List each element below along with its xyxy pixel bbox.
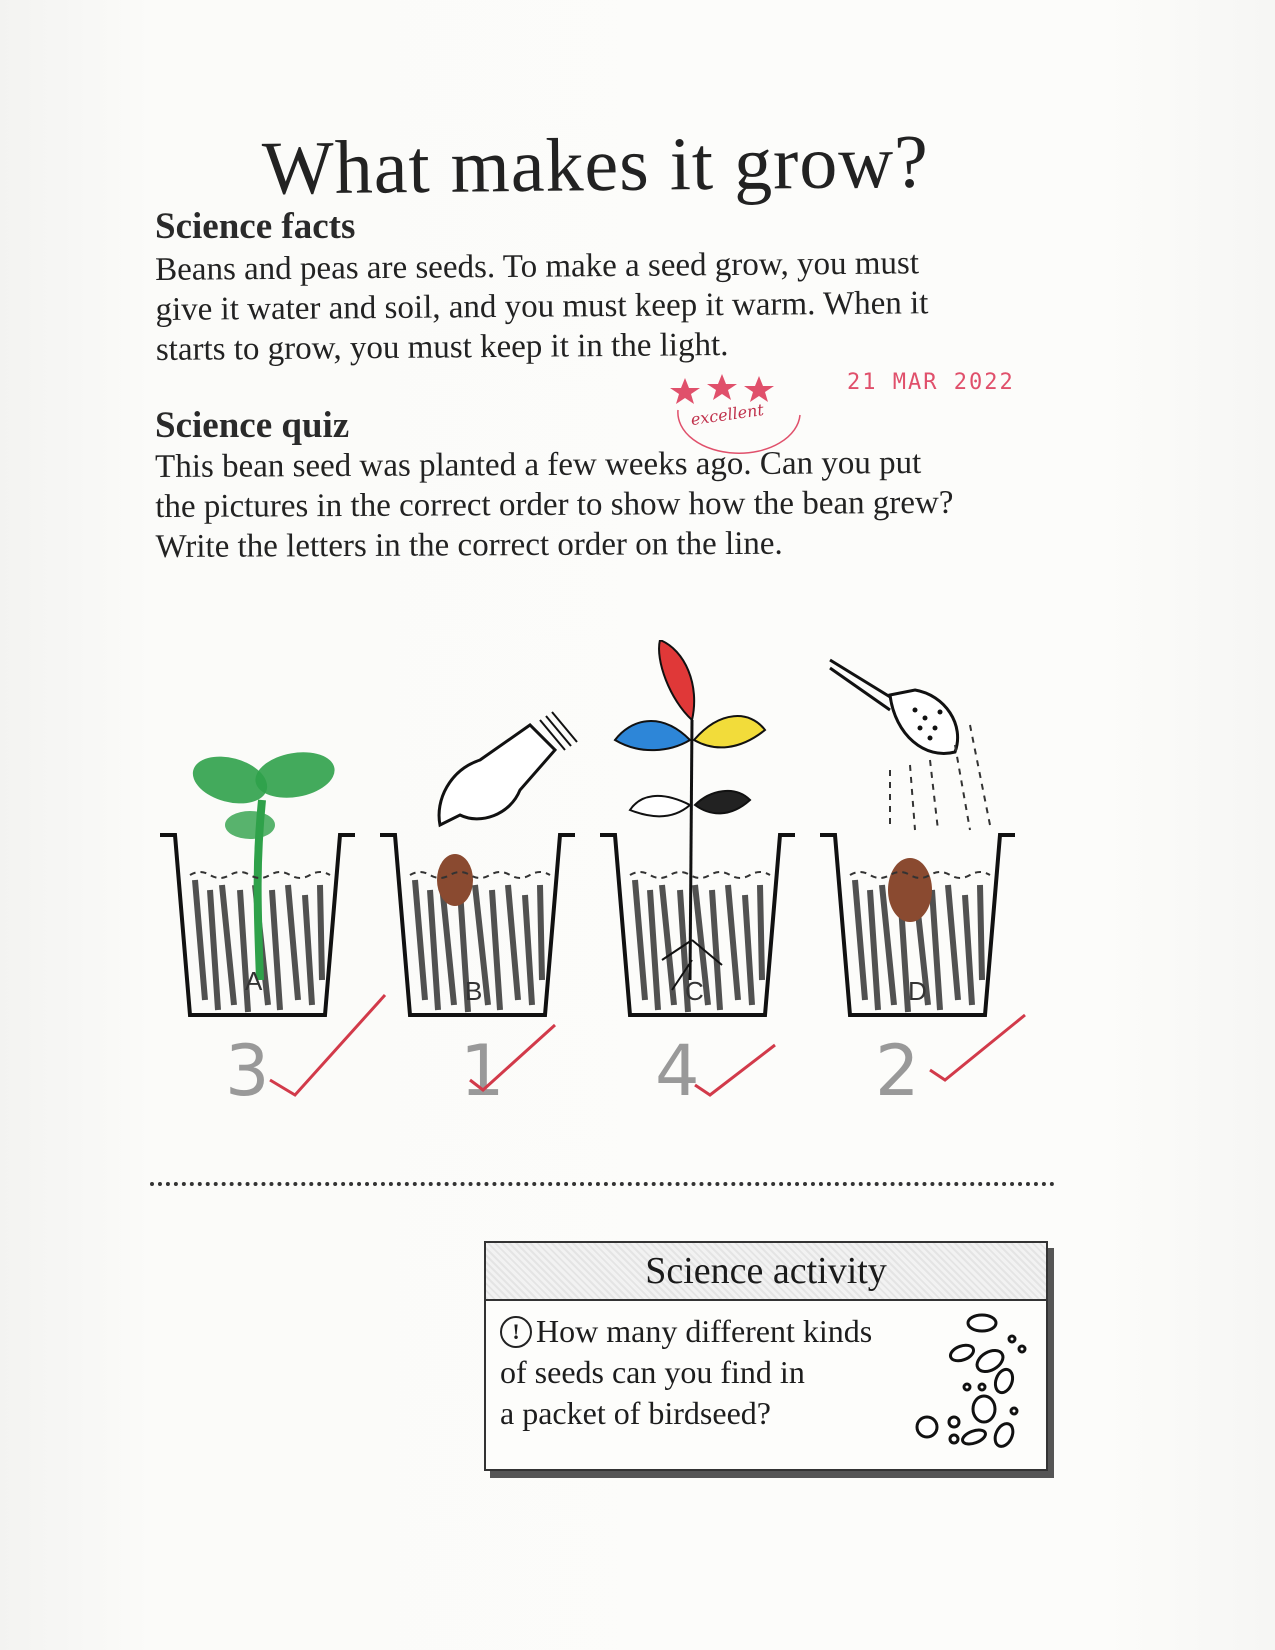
answer-c: 4 (655, 1030, 700, 1112)
activity-body (486, 1301, 1046, 1444)
picture-letter: B (465, 976, 483, 1006)
answer-d: 2 (875, 1030, 920, 1112)
date-stamp: 21 MAR 2022 (847, 370, 1015, 395)
facts-line: starts to grow, you must keep it in the light. (155, 327, 729, 368)
activity-heading: Science activity (486, 1243, 1046, 1301)
activity-line: ! How many different kinds (500, 1311, 1032, 1352)
picture-letter: D (908, 976, 927, 1006)
quiz-paragraph (155, 443, 954, 567)
quiz-line: Write the letters in the correct order on the line. (155, 525, 783, 565)
picture-d (820, 660, 1015, 1015)
quiz-line: the pictures in the correct order to show how the bean grew? (155, 484, 954, 525)
quiz-illustrations (150, 640, 1050, 1160)
facts-line: give it water and soil, and you must keep it warm. When it (155, 285, 929, 328)
facts-heading: Science facts (155, 206, 356, 247)
answer-line (150, 1182, 1055, 1186)
quiz-line: This bean seed was planted a few weeks ago. Can you put (155, 444, 922, 485)
quiz-heading: Science quiz (155, 405, 350, 446)
picture-c (600, 640, 795, 1015)
answer-a: 3 (225, 1030, 270, 1112)
answer-b: 1 (460, 1030, 505, 1112)
picture-a (160, 746, 355, 1015)
exclamation-icon: ! (500, 1316, 532, 1348)
stamp-word: excellent (689, 400, 765, 430)
facts-paragraph (155, 243, 929, 370)
science-activity-box (484, 1241, 1048, 1471)
page-title: What makes it grow? (261, 119, 930, 211)
birdseed-icon (912, 1309, 1032, 1449)
activity-line: a packet of birdseed? (500, 1395, 771, 1431)
picture-letter: A (245, 966, 263, 996)
picture-letter: C (685, 976, 704, 1006)
facts-line: Beans and peas are seeds. To make a seed grow, you must (155, 245, 920, 288)
picture-b (380, 712, 577, 1015)
activity-line: of seeds can you find in (500, 1354, 805, 1390)
